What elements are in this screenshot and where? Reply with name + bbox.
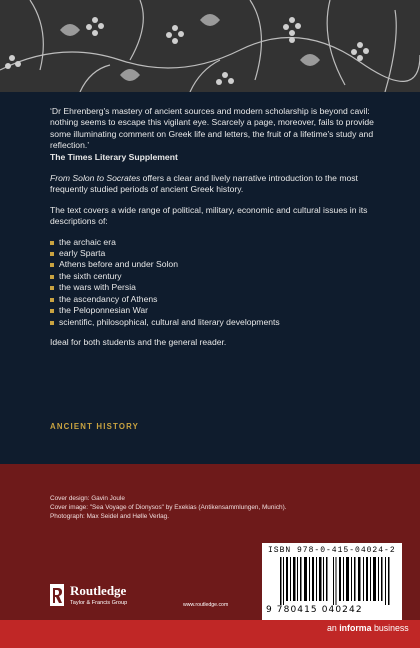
review-quote: ‘Dr Ehrenberg's mastery of ancient sources and modern scholarship is beyond cavil: nothing seems to escape this vigilant eye. Scarcely a page, moreover, fails to provide some illuminating comment on Greek life and letters, the fruit of a lifetime's study and reflection.’ (50, 106, 374, 151)
publisher-name: Routledge (70, 583, 127, 598)
credit-design: Cover design: Gavin Joule (50, 495, 125, 502)
list-item: scientific, philosophical, cultural and literary developments (50, 317, 382, 328)
intro-paragraph (50, 173, 382, 196)
credit-image: Cover image: "Sea Voyage of Dionysos" by Exekias (Antikensammlungen, Munich). (50, 503, 287, 511)
blurb-section (0, 92, 420, 464)
informa-strip (0, 620, 420, 648)
publisher-url[interactable]: www.routledge.com (183, 602, 229, 608)
publisher-group: Taylor & Francis Group (70, 600, 128, 606)
list-item: the Peloponnesian War (50, 305, 382, 316)
routledge-logo-icon (50, 584, 64, 610)
review-source: The Times Literary Supplement (50, 151, 178, 162)
list-item: Athens before and under Solon (50, 259, 382, 270)
informa-tagline (327, 623, 409, 633)
isbn-text: ISBN 978-0-415-04024-2 (268, 546, 396, 555)
subject-category: ANCIENT HISTORY (50, 422, 140, 431)
cover-credits (50, 495, 287, 521)
credit-photo: Photograph: Max Seidel and Hølle Verlag. (50, 512, 170, 520)
barcode-panel (262, 543, 402, 620)
list-item: the ascendancy of Athens (50, 294, 382, 305)
intro-text: offers a clear and lively narrative introduction to the most frequently studied periods of ancient Greek history. (50, 173, 358, 195)
informa-brand: informa (339, 623, 372, 633)
list-item: the archaic era (50, 237, 382, 248)
publisher-band (0, 464, 420, 620)
vine-illustration (0, 0, 420, 92)
list-item: the sixth century (50, 271, 382, 282)
informa-suffix: business (371, 623, 409, 633)
list-item: the wars with Persia (50, 282, 382, 293)
cover-artwork (0, 0, 420, 92)
blurb (50, 106, 382, 357)
list-item: early Sparta (50, 248, 382, 259)
barcode-icon (280, 557, 390, 605)
book-title: From Solon to Socrates (50, 173, 141, 184)
topics-list (50, 237, 382, 328)
coverage-paragraph: The text covers a wide range of political, military, economic and cultural issues in its descriptions of: (50, 204, 368, 227)
barcode-digits: 9 780415 040242 (266, 605, 363, 615)
informa-prefix: an (327, 623, 340, 633)
closing-paragraph: Ideal for both students and the general reader. (50, 336, 227, 347)
